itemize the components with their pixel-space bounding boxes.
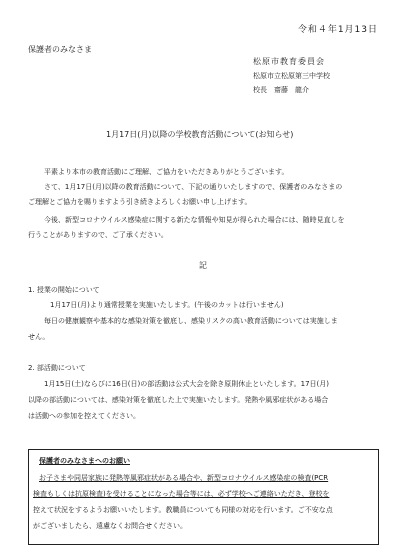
- intro-line-1: 平素より本市の教育活動にご理解、ご協力をいただきありがとうございます。: [44, 168, 289, 176]
- section-2-line-2: 以降の部活動については、感染対策を徹底した上で実施いたします。発熱や風邪症状がある場合: [28, 396, 329, 404]
- notice-line-3: 控えて状況をするようお願いいたします。教職員についても同様の対応を行います。ご不安な点: [33, 506, 333, 514]
- notice-line-1: お子さまや同居家族に発熱等風邪症状がある場合や、新型コロナウイルス感染症の検査(PCR: [39, 474, 329, 482]
- addressee: 保護者のみなさま: [28, 45, 92, 54]
- intro-line-3: ご理解とご協力を賜りますよう引き続きよろしくお願い申し上げます。: [28, 198, 252, 206]
- issuer-principal: 校長 齋藤 龍介: [253, 86, 309, 94]
- ki-heading: 記: [199, 261, 207, 270]
- section-2-heading: 2. 部活動について: [28, 364, 86, 372]
- intro-line-2: さて、1月17日(月)以降の教育活動について、下記の通りいたしますので、保護者のみなさまの: [44, 183, 343, 191]
- section-1-line-2: 毎日の健康観察や基本的な感染対策を徹底し、感染リスクの高い教育活動については実施しま: [44, 317, 338, 325]
- notice-title: 保護者のみなさまへのお願い: [39, 457, 130, 465]
- parent-request-box: [28, 449, 379, 545]
- section-2-line-3: は活動への参加を控えてください。: [28, 412, 140, 420]
- notice-line-4: がございましたら、遠慮なくお問合せください。: [33, 522, 187, 530]
- letter-title: 1月17日(月)以降の学校教育活動について(お知らせ): [106, 130, 294, 139]
- section-1-heading: 1. 授業の開始について: [28, 286, 100, 294]
- section-1-line-3: せん。: [28, 333, 50, 341]
- letter-date: 令和４年1月13日: [297, 25, 378, 35]
- intro-line-5: 行うことがありますので、ご了承ください。: [28, 231, 168, 239]
- issuer-school: 松原市立松原第三中学校: [253, 72, 330, 80]
- section-2-line-1: 1月15日(土)ならびに16日(日)の部活動は公式大会を除き原則休止といたします。17日(月): [44, 380, 329, 388]
- notice-line-2: 検査もしくは抗原検査)を受けることになった場合等には、必ず学校へご連絡いただき、登校を: [33, 490, 330, 498]
- issuer-org: 松原市教育委員会: [253, 57, 325, 66]
- intro-line-4: 今後、新型コロナウイルス感染症に関する新たな情報や知見が得られた場合には、随時見直しを: [44, 216, 345, 224]
- section-1-line-1: 1月17日(月)より通常授業を実施いたします。(午後のカットは行いません): [50, 301, 284, 309]
